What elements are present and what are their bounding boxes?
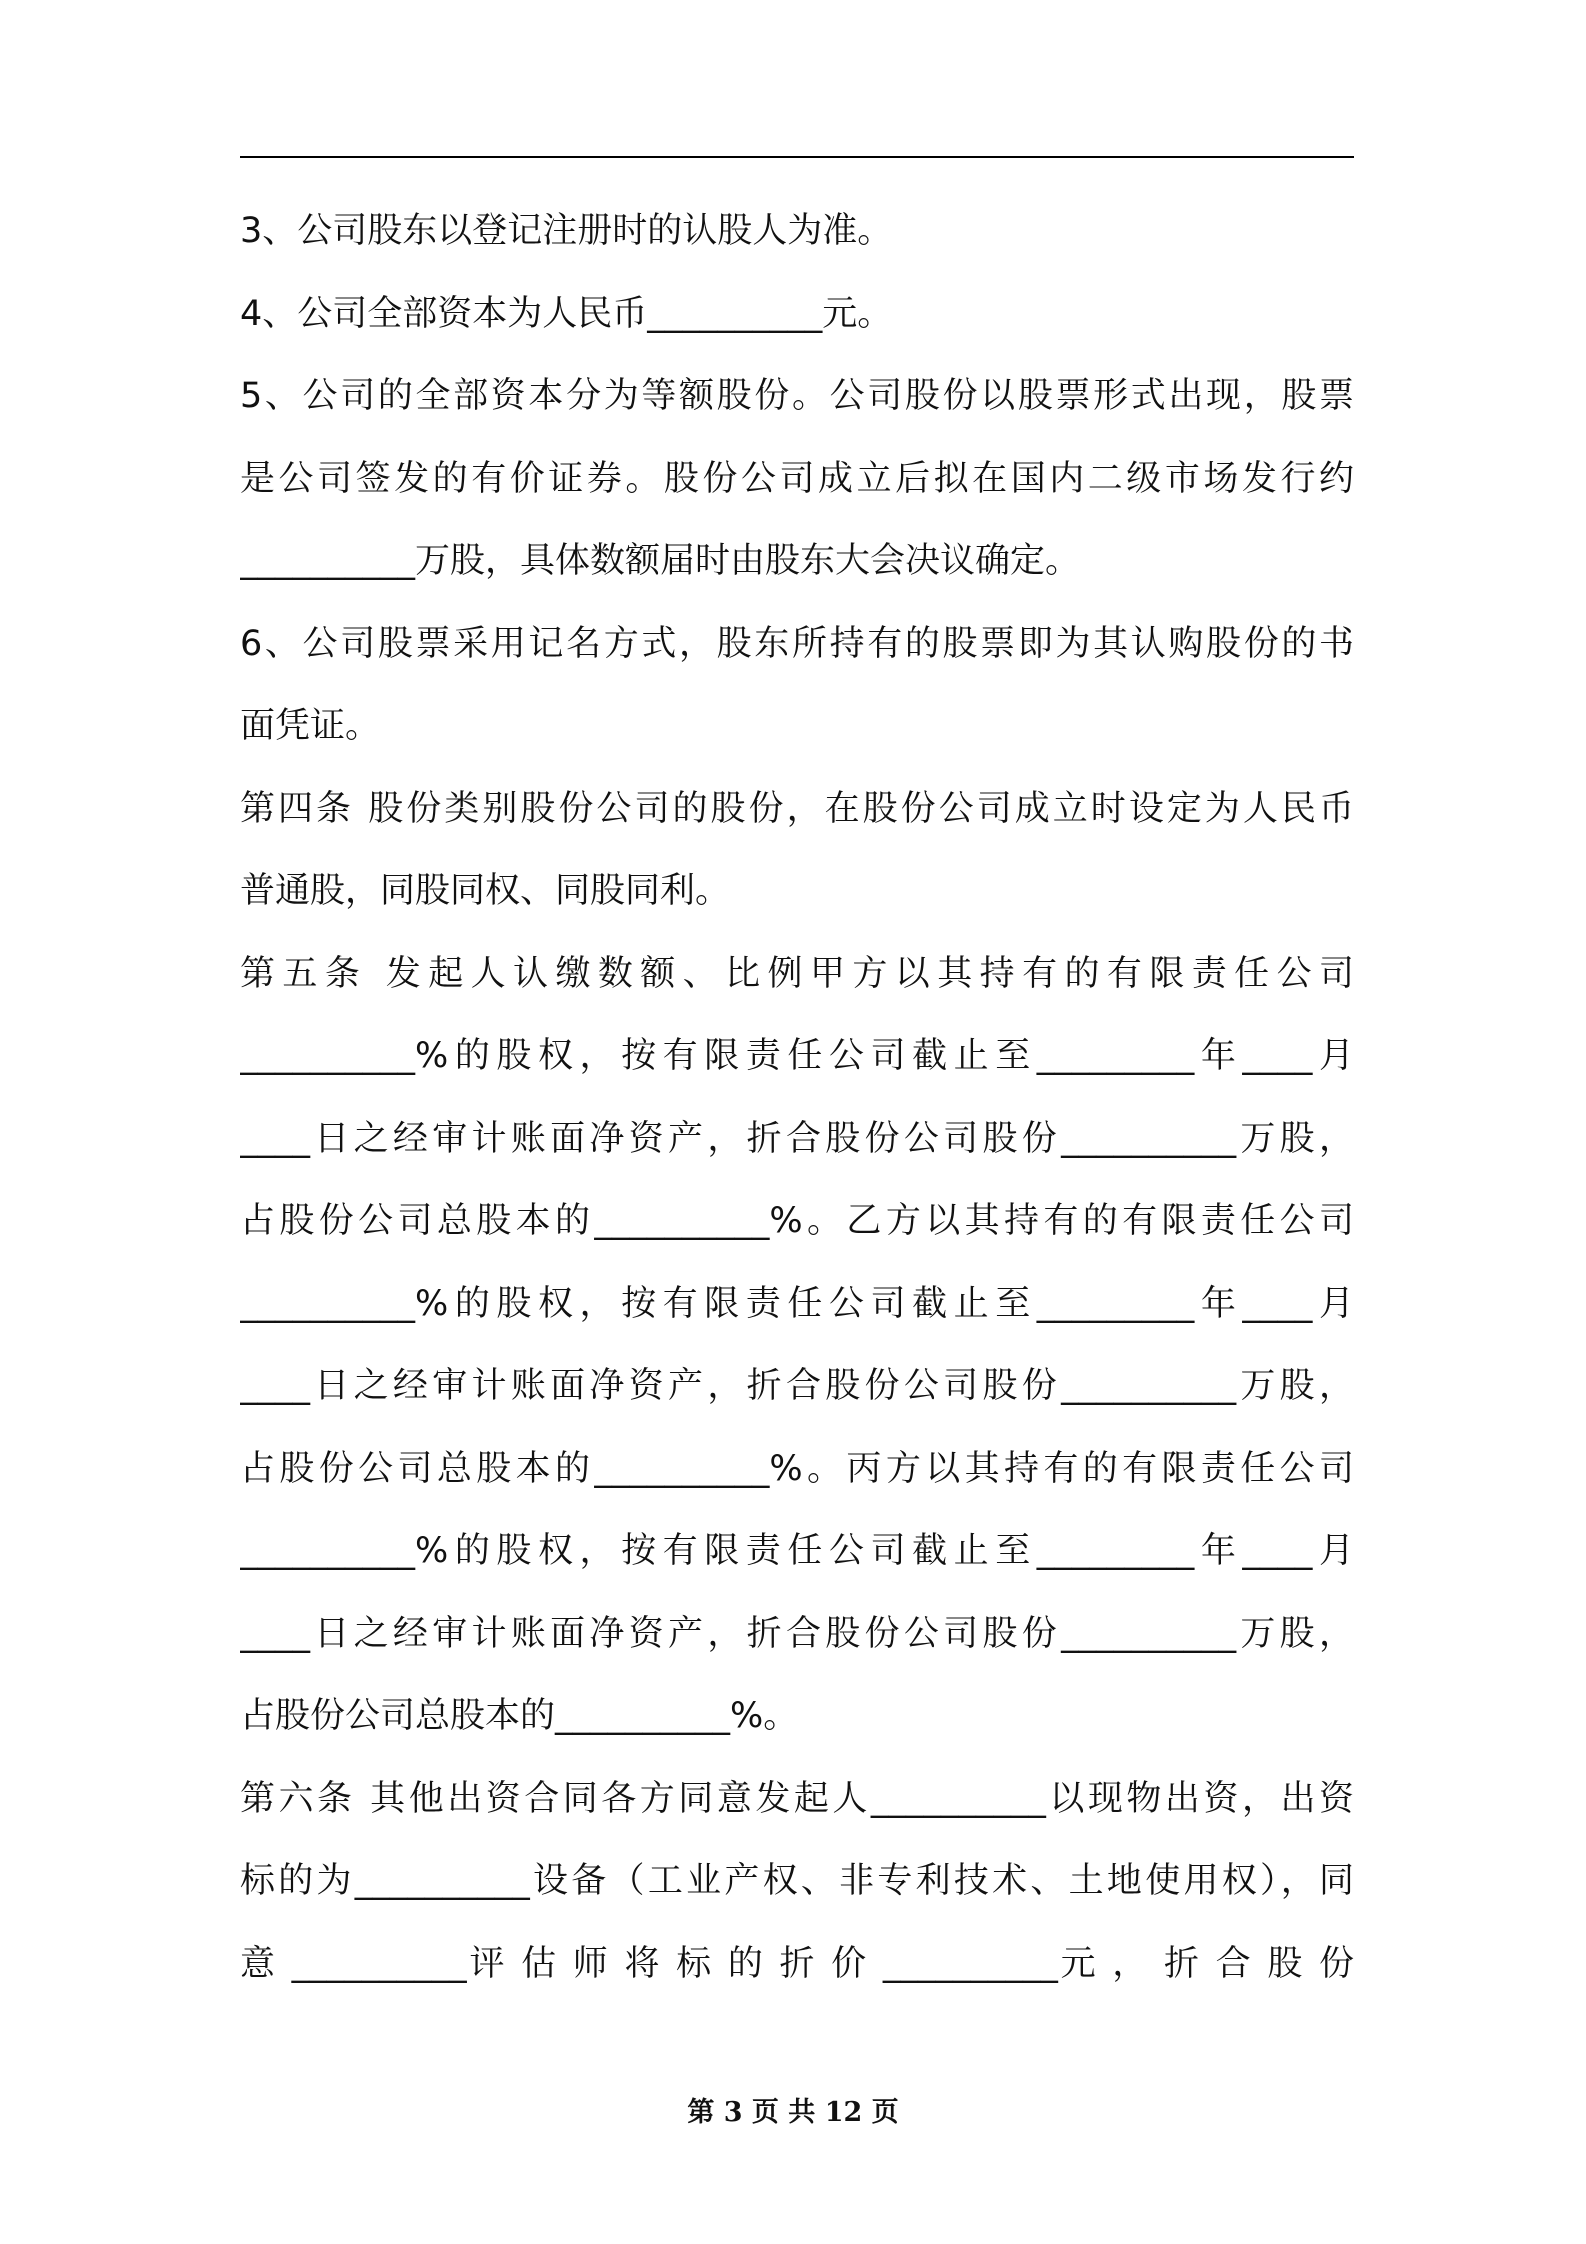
text-line: 3、公司股东以登记注册时的认股人为准。 bbox=[240, 211, 893, 251]
text-line: ____日之经审计账面净资产，折合股份公司股份__________万股， bbox=[240, 1118, 1354, 1159]
text-line: 占股份公司总股本的__________%。 bbox=[240, 1696, 799, 1736]
header-rule bbox=[240, 156, 1354, 158]
page-footer: 第 3 页 共 12 页 bbox=[687, 2097, 899, 2128]
text-line: 第五条 发起人认缴数额、比例甲方以其持有的有限责任公司 bbox=[240, 953, 1354, 994]
text-line: 第六条 其他出资合同各方同意发起人__________以现物出资，出资 bbox=[240, 1778, 1354, 1819]
text-line: 标的为__________设备（工业产权、非专利技术、土地使用权），同 bbox=[240, 1861, 1354, 1901]
text-line: ____日之经审计账面净资产，折合股份公司股份__________万股， bbox=[240, 1366, 1354, 1406]
text-line: 占股份公司总股本的__________%。乙方以其持有的有限责任公司 bbox=[240, 1201, 1354, 1241]
text-line: 第四条 股份类别股份公司的股份，在股份公司成立时设定为人民币 bbox=[240, 788, 1354, 829]
text-line: 面凭证。 bbox=[240, 706, 381, 746]
text-line: __________%的股权，按有限责任公司截止至_________年____月 bbox=[240, 1283, 1354, 1324]
text-line: 是公司签发的有价证券。股份公司成立后拟在国内二级市场发行约 bbox=[240, 458, 1354, 499]
text-line: __________%的股权，按有限责任公司截止至_________年____月 bbox=[240, 1531, 1354, 1571]
text-line: 占股份公司总股本的__________%。丙方以其持有的有限责任公司 bbox=[240, 1448, 1354, 1489]
text-line: 4、公司全部资本为人民币__________元。 bbox=[240, 293, 893, 334]
text-line: ____日之经审计账面净资产，折合股份公司股份__________万股， bbox=[240, 1613, 1354, 1654]
text-line: 6、公司股票采用记名方式，股东所持有的股票即为其认购股份的书 bbox=[240, 623, 1354, 664]
text-line: __________%的股权，按有限责任公司截止至_________年____月 bbox=[240, 1036, 1354, 1076]
text-line: __________万股，具体数额届时由股东大会决议确定。 bbox=[240, 541, 1081, 581]
text-line: 5、公司的全部资本分为等额股份。公司股份以股票形式出现，股票 bbox=[240, 376, 1354, 416]
text-line: 意 __________评 估 师 将 标 的 折 价 __________元 ， 折 合 股 份 bbox=[240, 1943, 1354, 1984]
document-body bbox=[240, 196, 1354, 2011]
text-line: 普通股，同股同权、同股同利。 bbox=[240, 871, 731, 911]
